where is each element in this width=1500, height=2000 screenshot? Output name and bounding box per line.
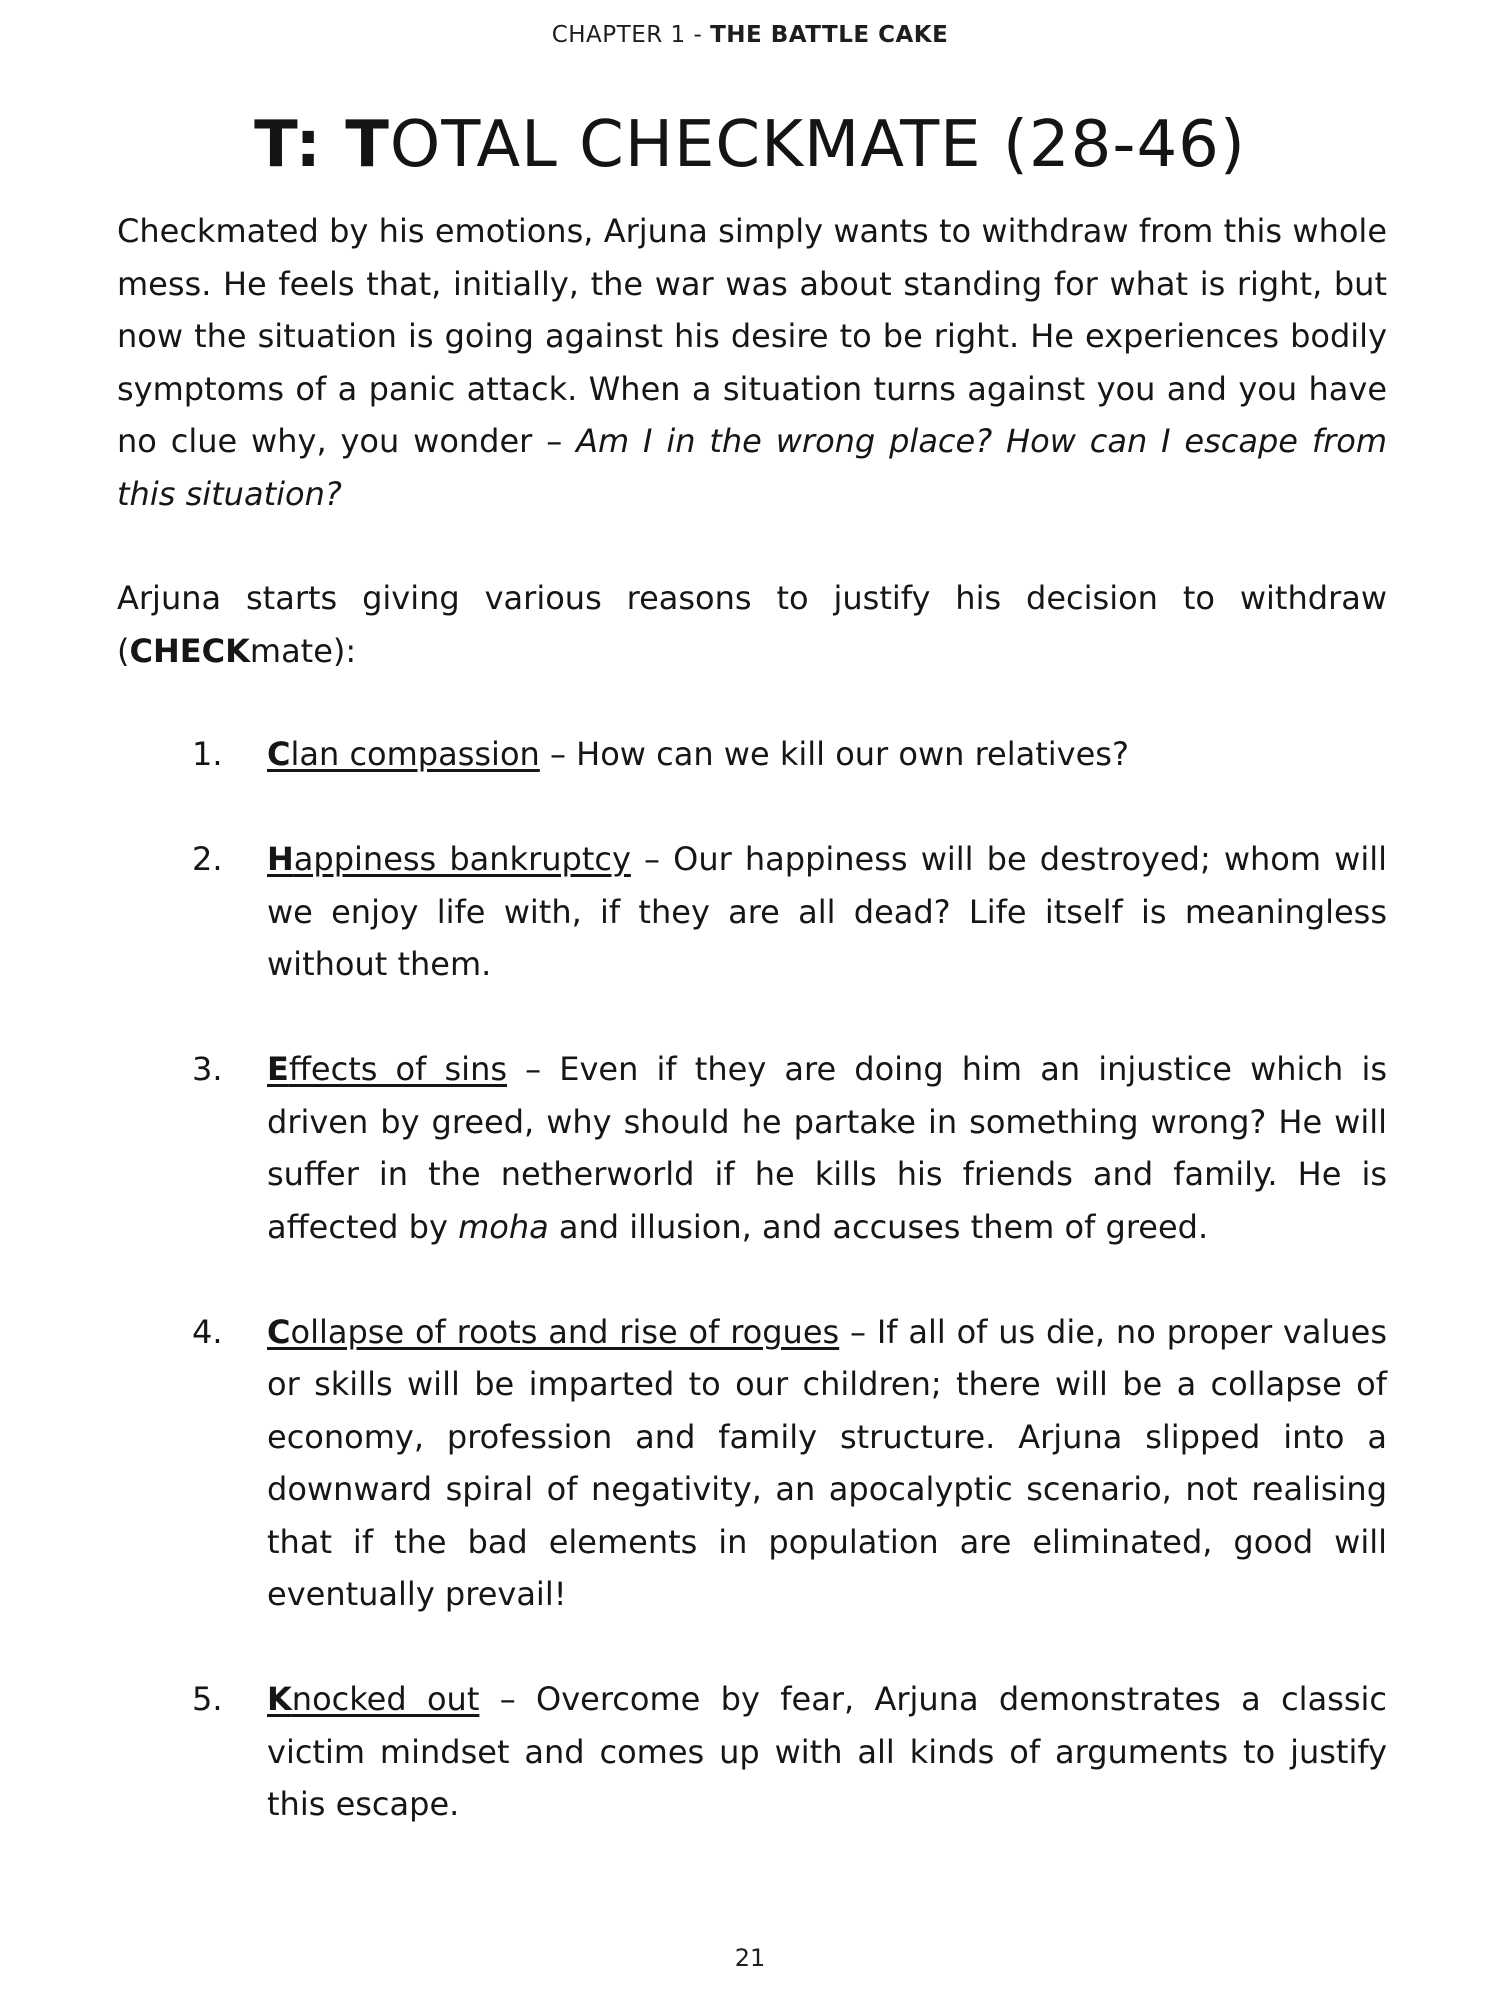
section-title	[0, 108, 1500, 182]
reason-term	[267, 735, 540, 773]
reason-term-rest: lan compassion	[290, 735, 540, 773]
reason-text: – How can we kill our own relatives?	[539, 735, 1129, 773]
reason-term-rest: nocked out	[291, 1680, 480, 1718]
section-letter: T	[254, 108, 296, 182]
reason-term-rest: ffects of sins	[288, 1050, 508, 1088]
section-colon: :	[295, 108, 346, 182]
reason-term	[267, 1313, 839, 1351]
list-item	[117, 1673, 1387, 1831]
intro-text: Checkmated by his emotions, Arjuna simply wants to withdraw from this whole mess. He feels that, initially, the war was about standing for what is right, but now the situation is going against his desire to be right. He experiences bodily symptoms of a panic attack. When a situation turns against you and you have no clue why, you wonder –	[117, 212, 1387, 460]
list-number: 4.	[192, 1312, 223, 1351]
list-item	[117, 833, 1387, 991]
reason-text: – Overcome by fear, Arjuna demonstrates a classic victim mindset and comes up with all kinds of arguments to justify this escape.	[267, 1680, 1387, 1823]
reason-text-after: and illusion, and accuses them of greed.	[548, 1207, 1209, 1246]
reason-term	[267, 1680, 479, 1718]
list-number: 1.	[192, 735, 223, 773]
lead-in-text: Arjuna starts giving various reasons to justify his decision to withdraw (	[117, 579, 1387, 670]
reason-term	[267, 840, 631, 878]
reason-text: – Even if they are doing him an injustice which is driven by greed, why should he partake in something wrong? He will suffer in the netherworld if he kills his friends and family. He is affected by	[267, 1050, 1387, 1246]
chapter-title: THE BATTLE CAKE	[710, 22, 949, 48]
chapter-label: CHAPTER 1 -	[551, 22, 711, 48]
section-title-initial: T	[345, 108, 390, 182]
list-item	[117, 1306, 1387, 1621]
lead-in-paragraph	[117, 572, 1387, 677]
section-title-rest: OTAL CHECKMATE (28-46)	[389, 108, 1246, 182]
reason-term-rest: appiness bankruptcy	[293, 840, 631, 878]
reason-term	[267, 1050, 507, 1088]
reason-initial: H	[267, 840, 294, 878]
list-item	[117, 728, 1387, 781]
intro-question: Am I in the wrong place? How can I escape from this situation?	[117, 422, 1388, 513]
reason-initial: C	[267, 1312, 291, 1351]
lead-in-after: mate):	[249, 631, 357, 670]
list-number: 2.	[192, 840, 223, 878]
list-number: 3.	[192, 1050, 223, 1088]
running-head	[0, 22, 1500, 48]
reason-italic: moha	[458, 1207, 549, 1246]
reason-initial: E	[267, 1050, 289, 1088]
reasons-list	[117, 728, 1387, 1883]
reason-term-rest: ollapse of roots and rise of rogues	[290, 1312, 840, 1351]
page-number: 21	[734, 1944, 766, 1972]
list-item	[117, 1043, 1387, 1253]
reason-text: – Our happiness will be destroyed; whom will we enjoy life with, if they are all dead? Life itself is meaningless without them.	[267, 840, 1388, 983]
lead-in-bold: CHECK	[129, 631, 250, 670]
intro-paragraph	[117, 205, 1387, 520]
reason-initial: C	[267, 735, 291, 773]
reason-text: – If all of us die, no proper values or skills will be imparted to our children; there will be a collapse of economy, profession and family structure. Arjuna slipped into a downward spiral of negativity, an apocalyptic scenario, not realising that if the bad elements in population are eliminated, good will eventually prevail!	[267, 1312, 1388, 1613]
reason-initial: K	[267, 1680, 292, 1718]
list-number: 5.	[192, 1680, 223, 1718]
